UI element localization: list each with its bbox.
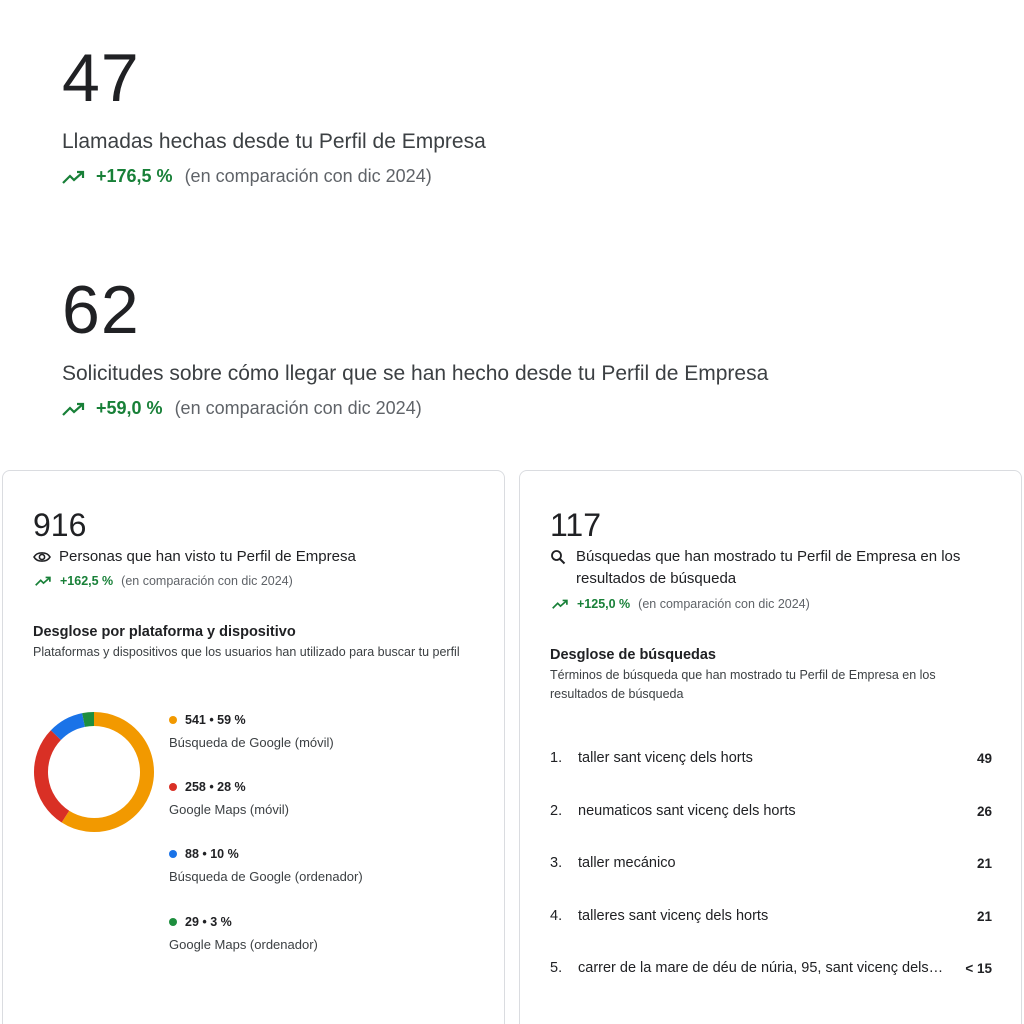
calls-trend xyxy=(62,166,486,187)
term-count: < 15 xyxy=(965,960,992,976)
profile-views-card xyxy=(2,470,505,1024)
search-term-row xyxy=(550,750,992,766)
calls-label: Llamadas hechas desde tu Perfil de Empresa xyxy=(62,130,486,153)
views-value: 916 xyxy=(33,507,87,543)
legend-item-google-search-desktop xyxy=(169,847,363,884)
directions-change: +59,0 % xyxy=(96,398,163,418)
searches-comparison: (en comparación con dic 2024) xyxy=(638,597,810,611)
search-term-row xyxy=(550,855,992,871)
legend-dot xyxy=(169,783,177,791)
trending-up-icon xyxy=(62,401,86,417)
platform-breakdown-title: Desglose por plataforma y dispositivo xyxy=(33,624,296,640)
term-index: 2. xyxy=(550,803,563,819)
searches-label: Búsquedas que han mostrado tu Perfil de Empresa en los resultados de búsqueda xyxy=(576,548,961,587)
legend-stat: 541 • 59 % xyxy=(185,713,246,727)
search-breakdown-subtitle: Términos de búsqueda que han mostrado tu Perfil de Empresa en los resultados de búsqueda xyxy=(550,668,936,701)
search-breakdown-title: Desglose de búsquedas xyxy=(550,647,716,663)
trending-up-icon xyxy=(552,598,569,610)
donut-slice-1 xyxy=(41,735,65,816)
term-count: 26 xyxy=(976,803,992,819)
views-change: +162,5 % xyxy=(60,574,114,588)
directions-comparison: (en comparación con dic 2024) xyxy=(174,398,422,418)
term-text: neumaticos sant vicenç dels horts xyxy=(578,803,796,819)
legend-dot xyxy=(169,716,177,724)
calls-metric xyxy=(62,40,486,187)
directions-trend xyxy=(62,398,768,419)
legend-name: Búsqueda de Google (móvil) xyxy=(169,735,334,750)
donut-slice-2 xyxy=(56,720,84,735)
searches-change: +125,0 % xyxy=(577,597,631,611)
legend-name: Búsqueda de Google (ordenador) xyxy=(169,869,363,884)
legend-item-google-maps-mobile xyxy=(169,780,289,817)
eye-icon xyxy=(33,546,51,568)
donut-slice-0 xyxy=(65,719,147,825)
directions-label: Solicitudes sobre cómo llegar que se han hecho desde tu Perfil de Empresa xyxy=(62,362,769,385)
term-text: taller mecánico xyxy=(578,855,676,871)
donut-slice-3 xyxy=(84,719,94,720)
directions-value: 62 xyxy=(62,272,140,348)
term-text: carrer de la mare de déu de núria, 95, sant vicenç dels… xyxy=(578,960,944,976)
trending-up-icon xyxy=(62,169,86,185)
calls-comparison: (en comparación con dic 2024) xyxy=(184,166,432,186)
term-count: 21 xyxy=(976,855,992,871)
term-index: 1. xyxy=(550,750,563,766)
term-count: 21 xyxy=(976,908,992,924)
searches-card xyxy=(519,470,1022,1024)
legend-item-google-maps-desktop xyxy=(169,915,318,952)
legend-stat: 29 • 3 % xyxy=(185,915,232,929)
term-count: 49 xyxy=(976,750,992,766)
legend-stat: 258 • 28 % xyxy=(185,780,246,794)
legend-stat: 88 • 10 % xyxy=(185,847,239,861)
trending-up-icon xyxy=(35,575,52,587)
search-term-row xyxy=(550,960,992,976)
term-text: taller sant vicenç dels horts xyxy=(578,750,753,766)
legend-dot xyxy=(169,918,177,926)
calls-change: +176,5 % xyxy=(96,166,173,186)
calls-value: 47 xyxy=(62,40,140,116)
views-label: Personas que han visto tu Perfil de Empresa xyxy=(59,548,356,565)
legend-name: Google Maps (móvil) xyxy=(169,802,289,817)
term-text: talleres sant vicenç dels horts xyxy=(578,908,769,924)
search-term-row xyxy=(550,803,992,819)
platform-donut-chart xyxy=(33,711,155,833)
platform-breakdown-subtitle: Plataformas y dispositivos que los usuarios han utilizado para buscar tu perfil xyxy=(33,645,460,659)
searches-title xyxy=(550,546,990,590)
searches-trend xyxy=(552,597,810,611)
views-comparison: (en comparación con dic 2024) xyxy=(121,574,293,588)
views-title xyxy=(33,546,473,568)
term-index: 3. xyxy=(550,855,563,871)
legend-dot xyxy=(169,850,177,858)
views-trend xyxy=(35,574,293,588)
searches-value: 117 xyxy=(550,507,602,543)
directions-metric xyxy=(62,272,769,419)
term-index: 5. xyxy=(550,960,563,976)
search-term-row xyxy=(550,908,992,924)
search-icon xyxy=(550,546,568,568)
legend-item-google-search-mobile xyxy=(169,713,334,750)
legend-name: Google Maps (ordenador) xyxy=(169,937,318,952)
term-index: 4. xyxy=(550,908,563,924)
